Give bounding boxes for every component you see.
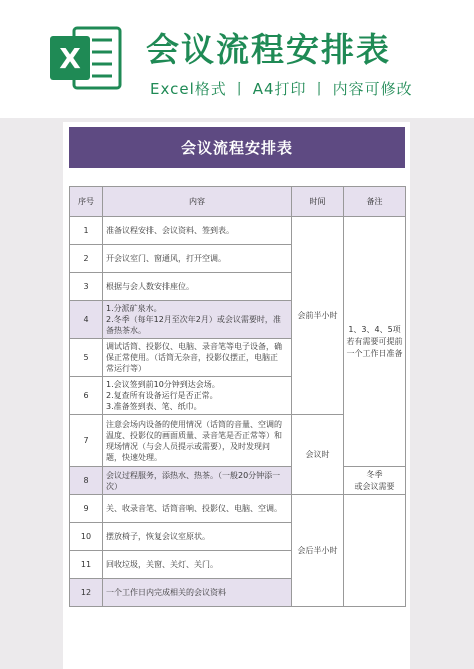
note-line: 若有需要可提前 — [346, 336, 403, 346]
content-line: 备热茶水。 — [106, 326, 146, 335]
row-number: 6 — [70, 377, 103, 415]
note-advance-prep — [344, 217, 406, 467]
row-content — [103, 273, 292, 301]
row-number: 11 — [70, 551, 103, 579]
content-line: 保正常使用。（话筒无杂音，投影仪摆正，电脑正 — [106, 353, 278, 362]
row-content — [103, 467, 292, 495]
time-before-meeting: 会前半小时 — [292, 217, 344, 415]
subtitle-editable: 内容可修改 — [332, 80, 413, 98]
content-line: 题，快速处理。 — [106, 452, 162, 462]
row-number: 8 — [70, 467, 103, 495]
note-winter — [344, 467, 406, 495]
excel-icon — [48, 22, 124, 94]
time-after-meeting: 会后半小时 — [292, 495, 344, 607]
content-line: 2.复查所有设备运行是否正常。 — [106, 391, 218, 400]
banner-title: 会议流程安排表 — [146, 30, 391, 69]
row-number: 10 — [70, 523, 103, 551]
content-line: 注意会场内设备的使用情况（话筒的音量、空调的 — [106, 419, 282, 429]
table-row — [70, 217, 406, 245]
row-content — [103, 495, 292, 523]
content-line: 一个工作日内完成相关的会议资料 — [106, 588, 226, 597]
note-line: 或会议需要 — [354, 481, 395, 491]
row-number: 9 — [70, 495, 103, 523]
note-line: 一个工作日准备 — [346, 348, 403, 358]
row-content — [103, 415, 292, 467]
row-content — [103, 245, 292, 273]
banner — [0, 0, 474, 118]
row-number: 4 — [70, 301, 103, 339]
row-number: 1 — [70, 217, 103, 245]
row-content — [103, 579, 292, 607]
document-title: 会议流程安排表 — [69, 127, 405, 168]
table-row — [70, 467, 406, 495]
row-number: 7 — [70, 415, 103, 467]
content-line: 摆放椅子，恢复会议室原状。 — [106, 532, 210, 541]
content-line: 常运行等） — [106, 364, 146, 373]
subtitle-print: A4打印 — [252, 80, 307, 98]
content-line: 调试话筒、投影仪、电脑、录音笔等电子设备，确 — [106, 342, 282, 351]
content-line: 1.会议签到前10分钟到达会场。 — [106, 380, 220, 389]
content-line: 开会议室门、窗通风，打开空调。 — [106, 254, 226, 263]
row-number: 2 — [70, 245, 103, 273]
note-line: 1、3、4、5项 — [348, 324, 401, 334]
row-content — [103, 523, 292, 551]
header-time: 时间 — [292, 187, 344, 217]
content-line: 现场情况（与会人员提示或需要），及时发现问 — [106, 441, 270, 451]
excel-icon-letter: X — [59, 42, 81, 75]
note-empty — [344, 495, 406, 607]
content-line: 会议过程服务，添热水、热茶。（一般20分钟添一 — [106, 470, 281, 480]
banner-subtitle — [150, 78, 450, 99]
content-line: 次） — [106, 481, 122, 491]
content-line: 根据与会人数安排座位。 — [106, 282, 194, 291]
row-content — [103, 339, 292, 377]
content-line: 1.分派矿泉水。 — [106, 304, 162, 313]
content-line: 回收垃圾，关窗、关灯、关门。 — [106, 560, 218, 569]
table-header-row — [70, 187, 406, 217]
time-during-meeting: 会议时 — [292, 415, 344, 495]
row-content — [103, 551, 292, 579]
row-number: 5 — [70, 339, 103, 377]
content-line: 3.准备签到表、笔、纸巾。 — [106, 402, 202, 411]
subtitle-separator: 丨 — [231, 80, 248, 98]
row-number: 12 — [70, 579, 103, 607]
row-content — [103, 301, 292, 339]
row-content — [103, 377, 292, 415]
schedule-table — [69, 186, 406, 607]
row-number: 3 — [70, 273, 103, 301]
header-note: 备注 — [344, 187, 406, 217]
subtitle-format: Excel格式 — [150, 80, 227, 98]
content-line: 2.冬季（每年12月至次年2月）或会议需要时，准 — [106, 315, 281, 324]
header-content: 内容 — [103, 187, 292, 217]
content-line: 准备议程安排、会议资料、签到表。 — [106, 226, 234, 235]
table-row — [70, 495, 406, 523]
header-number: 序号 — [70, 187, 103, 217]
note-line: 冬季 — [366, 469, 383, 479]
subtitle-separator: 丨 — [311, 80, 328, 98]
content-line: 温度、投影仪的画面质量、录音笔是否正常等）和 — [106, 430, 282, 440]
row-content — [103, 217, 292, 245]
content-line: 关、收录音笔、话筒音响、投影仪、电脑、空调。 — [106, 504, 282, 513]
